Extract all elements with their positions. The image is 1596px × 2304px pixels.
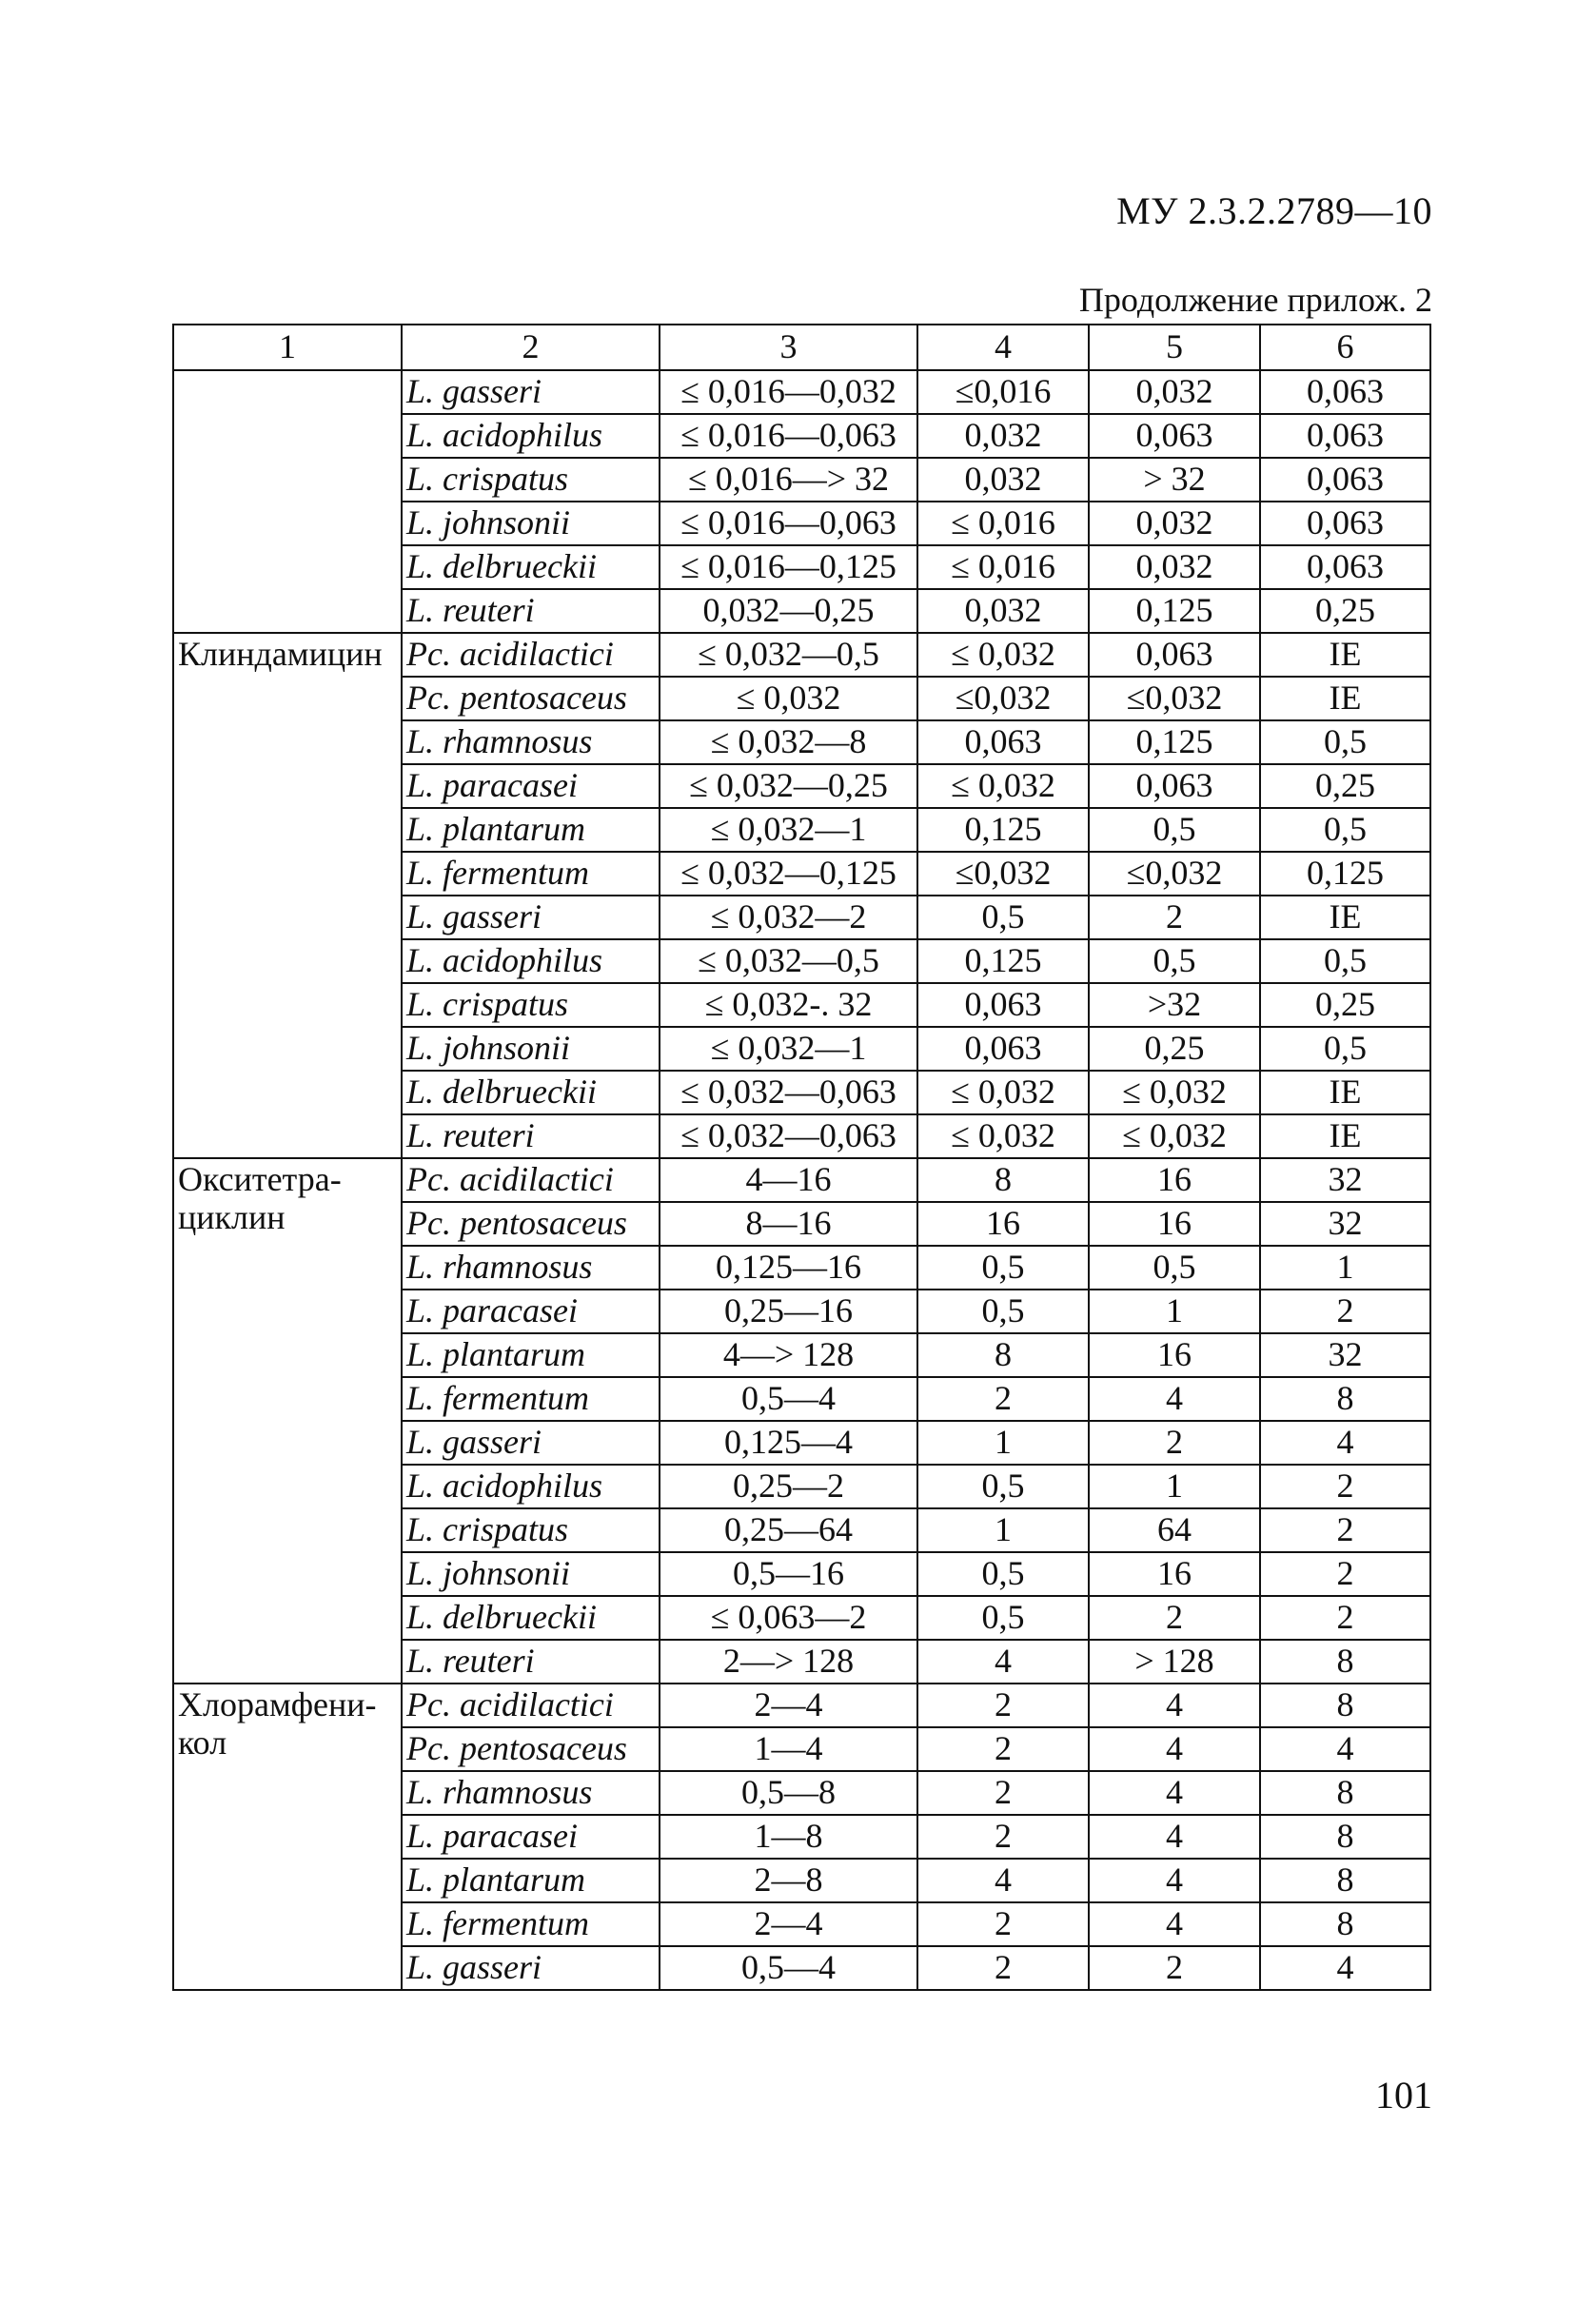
- antibiotic-name: Хлорамфени-: [178, 1685, 377, 1723]
- mic-range-cell: ≤ 0,032—2: [660, 896, 917, 939]
- breakpoint-cell: 0,5: [1260, 720, 1430, 764]
- mic90-cell: 0,063: [1089, 764, 1260, 808]
- mic50-cell: 2: [917, 1946, 1089, 1990]
- mic90-cell: 4: [1089, 1815, 1260, 1859]
- mic-range-cell: ≤ 0,032—0,25: [660, 764, 917, 808]
- breakpoint-cell: 2: [1260, 1508, 1430, 1552]
- mic90-cell: 0,063: [1089, 633, 1260, 677]
- mic-range-cell: ≤ 0,016—> 32: [660, 458, 917, 502]
- organism-cell: L. plantarum: [402, 1859, 660, 1902]
- breakpoint-cell: 8: [1260, 1640, 1430, 1684]
- breakpoint-cell: 0,063: [1260, 414, 1430, 458]
- mic-range-cell: 0,25—2: [660, 1465, 917, 1508]
- mic-range-cell: ≤ 0,032: [660, 677, 917, 720]
- organism-cell: L. paracasei: [402, 1290, 660, 1333]
- organism-cell: L. delbrueckii: [402, 545, 660, 589]
- column-number: 5: [1089, 325, 1260, 370]
- mic50-cell: ≤0,032: [917, 677, 1089, 720]
- mic-range-cell: 2—8: [660, 1859, 917, 1902]
- organism-cell: L. gasseri: [402, 370, 660, 414]
- mic90-cell: 16: [1089, 1202, 1260, 1246]
- antibiotic-name: циклин: [178, 1197, 286, 1236]
- organism-cell: L. crispatus: [402, 458, 660, 502]
- mic-range-cell: 0,25—64: [660, 1508, 917, 1552]
- mic50-cell: ≤ 0,016: [917, 545, 1089, 589]
- mic50-cell: 4: [917, 1640, 1089, 1684]
- mic50-cell: ≤ 0,032: [917, 1071, 1089, 1114]
- mic50-cell: 0,5: [917, 1290, 1089, 1333]
- mic50-cell: ≤ 0,032: [917, 764, 1089, 808]
- breakpoint-cell: 2: [1260, 1465, 1430, 1508]
- mic-range-cell: 0,5—16: [660, 1552, 917, 1596]
- mic-range-cell: ≤ 0,032—1: [660, 1027, 917, 1071]
- mic-range-cell: 8—16: [660, 1202, 917, 1246]
- column-number: 4: [917, 325, 1089, 370]
- organism-cell: L. reuteri: [402, 589, 660, 633]
- mic90-cell: 4: [1089, 1902, 1260, 1946]
- mic90-cell: 0,032: [1089, 370, 1260, 414]
- mic-range-cell: ≤ 0,016—0,125: [660, 545, 917, 589]
- breakpoint-cell: IE: [1260, 896, 1430, 939]
- mic50-cell: 4: [917, 1859, 1089, 1902]
- mic50-cell: 0,5: [917, 1465, 1089, 1508]
- mic50-cell: 2: [917, 1771, 1089, 1815]
- breakpoint-cell: 0,25: [1260, 764, 1430, 808]
- organism-cell: L. johnsonii: [402, 1027, 660, 1071]
- mic50-cell: 2: [917, 1377, 1089, 1421]
- organism-cell: L. plantarum: [402, 1333, 660, 1377]
- breakpoint-cell: 0,25: [1260, 983, 1430, 1027]
- mic90-cell: 4: [1089, 1727, 1260, 1771]
- mic90-cell: 2: [1089, 1596, 1260, 1640]
- mic50-cell: 1: [917, 1421, 1089, 1465]
- antibiotic-cell: [173, 370, 402, 633]
- mic50-cell: 2: [917, 1815, 1089, 1859]
- breakpoint-cell: 2: [1260, 1552, 1430, 1596]
- breakpoint-cell: IE: [1260, 1071, 1430, 1114]
- antibiotic-cell: [173, 633, 402, 1158]
- breakpoint-cell: 4: [1260, 1946, 1430, 1990]
- mic-range-cell: 1—8: [660, 1815, 917, 1859]
- organism-cell: Pc. pentosaceus: [402, 1202, 660, 1246]
- breakpoint-cell: 4: [1260, 1727, 1430, 1771]
- mic90-cell: 1: [1089, 1290, 1260, 1333]
- organism-cell: L. acidophilus: [402, 414, 660, 458]
- mic50-cell: 8: [917, 1333, 1089, 1377]
- mic-range-cell: 0,5—4: [660, 1377, 917, 1421]
- mic-range-cell: ≤ 0,063—2: [660, 1596, 917, 1640]
- mic50-cell: 0,5: [917, 1246, 1089, 1290]
- mic-range-cell: ≤ 0,032—0,063: [660, 1114, 917, 1158]
- breakpoint-cell: 8: [1260, 1815, 1430, 1859]
- mic-range-cell: 2—4: [660, 1684, 917, 1727]
- organism-cell: L. johnsonii: [402, 502, 660, 545]
- mic90-cell: 0,125: [1089, 589, 1260, 633]
- mic-table: [172, 324, 1431, 1991]
- mic50-cell: 0,5: [917, 1552, 1089, 1596]
- organism-cell: Pc. pentosaceus: [402, 677, 660, 720]
- mic-range-cell: ≤ 0,032—1: [660, 808, 917, 852]
- organism-cell: L. reuteri: [402, 1114, 660, 1158]
- mic90-cell: 0,032: [1089, 545, 1260, 589]
- mic90-cell: 2: [1089, 1421, 1260, 1465]
- mic-range-cell: ≤ 0,016—0,063: [660, 502, 917, 545]
- antibiotic-name: Клиндамицин: [178, 635, 383, 673]
- organism-cell: L. johnsonii: [402, 1552, 660, 1596]
- continuation-caption: Продолжение прилож. 2: [1078, 281, 1432, 319]
- mic90-cell: 0,5: [1089, 1246, 1260, 1290]
- breakpoint-cell: 0,5: [1260, 808, 1430, 852]
- mic90-cell: ≤0,032: [1089, 677, 1260, 720]
- mic50-cell: ≤0,016: [917, 370, 1089, 414]
- mic90-cell: 16: [1089, 1333, 1260, 1377]
- breakpoint-cell: 32: [1260, 1202, 1430, 1246]
- organism-cell: L. rhamnosus: [402, 720, 660, 764]
- organism-cell: Pc. acidilactici: [402, 1158, 660, 1202]
- organism-cell: L. acidophilus: [402, 939, 660, 983]
- mic-range-cell: 0,125—16: [660, 1246, 917, 1290]
- mic-range-cell: ≤ 0,032—0,125: [660, 852, 917, 896]
- antibiotic-cell: [173, 1684, 402, 1990]
- mic-range-cell: ≤ 0,032—8: [660, 720, 917, 764]
- breakpoint-cell: 4: [1260, 1421, 1430, 1465]
- organism-cell: L. reuteri: [402, 1640, 660, 1684]
- organism-cell: L. acidophilus: [402, 1465, 660, 1508]
- mic90-cell: 4: [1089, 1684, 1260, 1727]
- mic90-cell: 0,5: [1089, 808, 1260, 852]
- organism-cell: L. rhamnosus: [402, 1246, 660, 1290]
- organism-cell: L. fermentum: [402, 1377, 660, 1421]
- mic90-cell: 1: [1089, 1465, 1260, 1508]
- column-number-row: [173, 325, 1430, 370]
- mic90-cell: 4: [1089, 1771, 1260, 1815]
- mic-range-cell: ≤ 0,016—0,032: [660, 370, 917, 414]
- mic50-cell: 0,032: [917, 458, 1089, 502]
- mic90-cell: 0,032: [1089, 502, 1260, 545]
- breakpoint-cell: 2: [1260, 1596, 1430, 1640]
- organism-cell: Pc. pentosaceus: [402, 1727, 660, 1771]
- mic50-cell: 2: [917, 1727, 1089, 1771]
- mic-range-cell: 0,5—4: [660, 1946, 917, 1990]
- breakpoint-cell: IE: [1260, 677, 1430, 720]
- organism-cell: L. fermentum: [402, 1902, 660, 1946]
- mic90-cell: 0,25: [1089, 1027, 1260, 1071]
- breakpoint-cell: 0,063: [1260, 545, 1430, 589]
- mic-range-cell: 4—16: [660, 1158, 917, 1202]
- mic50-cell: 8: [917, 1158, 1089, 1202]
- mic90-cell: 0,125: [1089, 720, 1260, 764]
- mic90-cell: > 128: [1089, 1640, 1260, 1684]
- column-number: 2: [402, 325, 660, 370]
- organism-cell: L. gasseri: [402, 1946, 660, 1990]
- breakpoint-cell: 8: [1260, 1859, 1430, 1902]
- mic50-cell: 0,5: [917, 1596, 1089, 1640]
- mic-range-cell: 0,25—16: [660, 1290, 917, 1333]
- table-row: [173, 1684, 1430, 1727]
- mic-range-cell: 0,032—0,25: [660, 589, 917, 633]
- mic50-cell: ≤ 0,032: [917, 633, 1089, 677]
- mic90-cell: 4: [1089, 1377, 1260, 1421]
- mic50-cell: 0,125: [917, 939, 1089, 983]
- organism-cell: L. plantarum: [402, 808, 660, 852]
- mic50-cell: 2: [917, 1684, 1089, 1727]
- breakpoint-cell: 8: [1260, 1377, 1430, 1421]
- breakpoint-cell: IE: [1260, 1114, 1430, 1158]
- table-row: [173, 370, 1430, 414]
- mic50-cell: ≤0,032: [917, 852, 1089, 896]
- organism-cell: L. delbrueckii: [402, 1596, 660, 1640]
- breakpoint-cell: 0,5: [1260, 939, 1430, 983]
- breakpoint-cell: 8: [1260, 1684, 1430, 1727]
- mic-range-cell: ≤ 0,032-. 32: [660, 983, 917, 1027]
- mic90-cell: 2: [1089, 1946, 1260, 1990]
- column-number: 3: [660, 325, 917, 370]
- antibiotic-name: Окситетра-: [178, 1160, 342, 1198]
- mic-range-cell: ≤ 0,032—0,063: [660, 1071, 917, 1114]
- mic50-cell: 0,032: [917, 589, 1089, 633]
- breakpoint-cell: 0,25: [1260, 589, 1430, 633]
- breakpoint-cell: 2: [1260, 1290, 1430, 1333]
- mic50-cell: ≤ 0,016: [917, 502, 1089, 545]
- mic90-cell: 0,5: [1089, 939, 1260, 983]
- organism-cell: L. delbrueckii: [402, 1071, 660, 1114]
- organism-cell: Pc. acidilactici: [402, 1684, 660, 1727]
- mic90-cell: 2: [1089, 896, 1260, 939]
- mic90-cell: 16: [1089, 1552, 1260, 1596]
- mic-range-cell: 2—> 128: [660, 1640, 917, 1684]
- organism-cell: L. rhamnosus: [402, 1771, 660, 1815]
- mic90-cell: > 32: [1089, 458, 1260, 502]
- breakpoint-cell: 0,063: [1260, 502, 1430, 545]
- mic50-cell: ≤ 0,032: [917, 1114, 1089, 1158]
- mic50-cell: 1: [917, 1508, 1089, 1552]
- organism-cell: L. gasseri: [402, 896, 660, 939]
- antibiotic-cell: [173, 1158, 402, 1684]
- breakpoint-cell: 32: [1260, 1158, 1430, 1202]
- mic50-cell: 16: [917, 1202, 1089, 1246]
- mic50-cell: 0,063: [917, 720, 1089, 764]
- organism-cell: L. paracasei: [402, 1815, 660, 1859]
- mic90-cell: 0,063: [1089, 414, 1260, 458]
- mic90-cell: 64: [1089, 1508, 1260, 1552]
- mic90-cell: >32: [1089, 983, 1260, 1027]
- breakpoint-cell: 0,125: [1260, 852, 1430, 896]
- mic-range-cell: ≤ 0,016—0,063: [660, 414, 917, 458]
- mic-range-cell: ≤ 0,032—0,5: [660, 633, 917, 677]
- organism-cell: L. fermentum: [402, 852, 660, 896]
- mic50-cell: 2: [917, 1902, 1089, 1946]
- mic50-cell: 0,125: [917, 808, 1089, 852]
- mic90-cell: ≤ 0,032: [1089, 1071, 1260, 1114]
- breakpoint-cell: 32: [1260, 1333, 1430, 1377]
- mic50-cell: 0,032: [917, 414, 1089, 458]
- organism-cell: L. paracasei: [402, 764, 660, 808]
- table-row: [173, 633, 1430, 677]
- mic90-cell: ≤0,032: [1089, 852, 1260, 896]
- mic-range-cell: 4—> 128: [660, 1333, 917, 1377]
- breakpoint-cell: 8: [1260, 1902, 1430, 1946]
- mic-range-cell: 2—4: [660, 1902, 917, 1946]
- table-row: [173, 1158, 1430, 1202]
- page-number: 101: [1375, 2074, 1432, 2117]
- mic-range-cell: 0,125—4: [660, 1421, 917, 1465]
- mic-range-cell: 0,5—8: [660, 1771, 917, 1815]
- mic-range-cell: ≤ 0,032—0,5: [660, 939, 917, 983]
- breakpoint-cell: 8: [1260, 1771, 1430, 1815]
- mic50-cell: 0,5: [917, 896, 1089, 939]
- mic90-cell: ≤ 0,032: [1089, 1114, 1260, 1158]
- breakpoint-cell: IE: [1260, 633, 1430, 677]
- mic-range-cell: 1—4: [660, 1727, 917, 1771]
- table-body: [173, 370, 1430, 1990]
- mic50-cell: 0,063: [917, 1027, 1089, 1071]
- organism-cell: Pc. acidilactici: [402, 633, 660, 677]
- antibiotic-name: кол: [178, 1723, 227, 1762]
- breakpoint-cell: 0,063: [1260, 458, 1430, 502]
- organism-cell: L. crispatus: [402, 983, 660, 1027]
- breakpoint-cell: 1: [1260, 1246, 1430, 1290]
- document-code: МУ 2.3.2.2789—10: [1116, 189, 1432, 232]
- mic50-cell: 0,063: [917, 983, 1089, 1027]
- organism-cell: L. crispatus: [402, 1508, 660, 1552]
- breakpoint-cell: 0,063: [1260, 370, 1430, 414]
- breakpoint-cell: 0,5: [1260, 1027, 1430, 1071]
- column-number: 6: [1260, 325, 1430, 370]
- organism-cell: L. gasseri: [402, 1421, 660, 1465]
- mic90-cell: 4: [1089, 1859, 1260, 1902]
- column-number: 1: [173, 325, 402, 370]
- mic90-cell: 16: [1089, 1158, 1260, 1202]
